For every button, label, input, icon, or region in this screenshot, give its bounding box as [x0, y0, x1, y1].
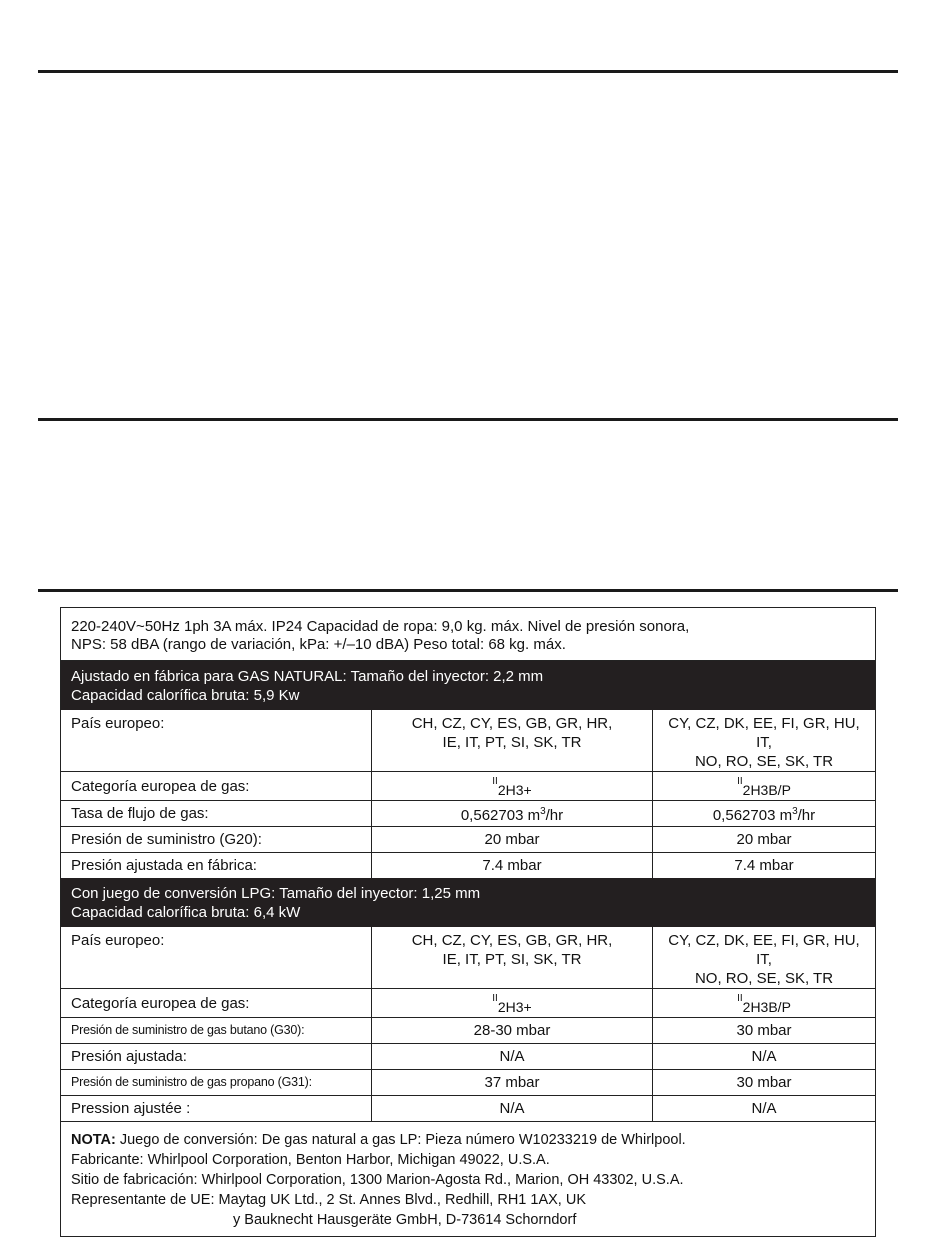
row-label: Presión de suministro de gas butano (G30):	[61, 1018, 372, 1044]
cell-value: 28-30 mbar	[372, 1018, 653, 1044]
cell-value: 7.4 mbar	[653, 853, 876, 879]
eu-representative-line-2: y Bauknecht Hausgeräte GmbH, D-73614 Schorndorf	[233, 1212, 577, 1228]
gas-category-value: $^{II}_{2H3B/P}$	[653, 772, 876, 801]
cell-value: CH, CZ, CY, ES, GB, GR, HR, IE, IT, PT, SI, SK, TR	[372, 927, 653, 989]
cell-value: CY, CZ, DK, EE, FI, GR, HU, IT, NO, RO, SE, SK, TR	[668, 715, 860, 770]
table-row	[61, 1096, 875, 1122]
cell-value: 20 mbar	[653, 827, 876, 853]
divider-rule-top	[38, 70, 898, 73]
lpg-header	[61, 878, 875, 927]
table-row	[61, 989, 875, 1018]
gas-category-value: $^{II}_{2H3+}$	[372, 989, 653, 1018]
cell-value: N/A	[372, 1096, 653, 1122]
row-label: País europeo:	[61, 927, 372, 989]
table-row	[61, 827, 875, 853]
gas-category-value: $^{II}_{2H3B/P}$	[653, 989, 876, 1018]
nota-text: Juego de conversión: De gas natural a gas LP: Pieza número W10233219 de Whirlpool.	[115, 1132, 686, 1148]
row-label: Tasa de flujo de gas:	[61, 801, 372, 827]
cell-value: N/A	[653, 1096, 876, 1122]
cell-value: 37 mbar	[372, 1070, 653, 1096]
row-label: Pression ajustée :	[61, 1096, 372, 1122]
gas-category-value: $^{II}_{2H3+}$	[372, 772, 653, 801]
eu-representative-line: Representante de UE: Maytag UK Ltd., 2 St. Annes Blvd., Redhill, RH1 1AX, UK	[71, 1192, 587, 1208]
natural-gas-table	[61, 710, 875, 878]
flow-rate-value: 0,562703 $m^3/hr$	[372, 801, 653, 827]
row-label: Categoría europea de gas:	[61, 772, 372, 801]
divider-rule-bottom	[38, 589, 898, 592]
manufacturer-line: Fabricante: Whirlpool Corporation, Benton Harbor, Michigan 49022, U.S.A.	[71, 1152, 550, 1168]
table-row	[61, 1018, 875, 1044]
row-label: Categoría europea de gas:	[61, 989, 372, 1018]
electrical-specs	[61, 608, 875, 661]
table-row	[61, 1044, 875, 1070]
lpg-header-line-1: Con juego de conversión LPG: Tamaño del inyector: 1,25 mm	[71, 885, 481, 902]
electrical-specs-line-1: 220-240V~50Hz 1ph 3A máx. IP24 Capacidad de ropa: 9,0 kg. máx. Nivel de presión sonora,	[71, 618, 690, 635]
cell-value: 7.4 mbar	[372, 853, 653, 879]
table-row	[61, 927, 875, 989]
nota-label: NOTA:	[71, 1132, 116, 1148]
specifications-table	[60, 607, 876, 1237]
natural-gas-header-line-1: Ajustado en fábrica para GAS NATURAL: Tamaño del inyector: 2,2 mm	[71, 668, 544, 685]
cell-value: 20 mbar	[372, 827, 653, 853]
divider-rule-middle	[38, 418, 898, 421]
row-label: País europeo:	[61, 710, 372, 772]
natural-gas-header	[61, 661, 875, 710]
table-row	[61, 1070, 875, 1096]
flow-rate-value: 0,562703 $m^3/hr$	[653, 801, 876, 827]
row-label: Presión ajustada:	[61, 1044, 372, 1070]
nota-line	[71, 1130, 865, 1150]
table-row	[61, 772, 875, 801]
cell-value: 30 mbar	[653, 1070, 876, 1096]
notes-section	[61, 1121, 875, 1236]
table-row	[61, 853, 875, 879]
cell-value: CH, CZ, CY, ES, GB, GR, HR, IE, IT, PT, SI, SK, TR	[372, 710, 653, 772]
cell-value: CY, CZ, DK, EE, FI, GR, HU, IT, NO, RO, SE, SK, TR	[668, 932, 860, 987]
lpg-table	[61, 927, 875, 1121]
manufacturing-site-line: Sitio de fabricación: Whirlpool Corporation, 1300 Marion-Agosta Rd., Marion, OH 43302, U.S.A.	[71, 1172, 684, 1188]
natural-gas-header-line-2: Capacidad calorífica bruta: 5,9 Kw	[71, 687, 300, 704]
lpg-header-line-2: Capacidad calorífica bruta: 6,4 kW	[71, 904, 301, 921]
cell-value: N/A	[372, 1044, 653, 1070]
table-row	[61, 710, 875, 772]
cell-value: N/A	[653, 1044, 876, 1070]
cell-value: 30 mbar	[653, 1018, 876, 1044]
table-row	[61, 801, 875, 827]
electrical-specs-line-2: NPS: 58 dBA (rango de variación, kPa: +/–10 dBA) Peso total: 68 kg. máx.	[71, 636, 566, 653]
row-label: Presión de suministro (G20):	[61, 827, 372, 853]
row-label: Presión ajustada en fábrica:	[61, 853, 372, 879]
row-label: Presión de suministro de gas propano (G31):	[61, 1070, 372, 1096]
